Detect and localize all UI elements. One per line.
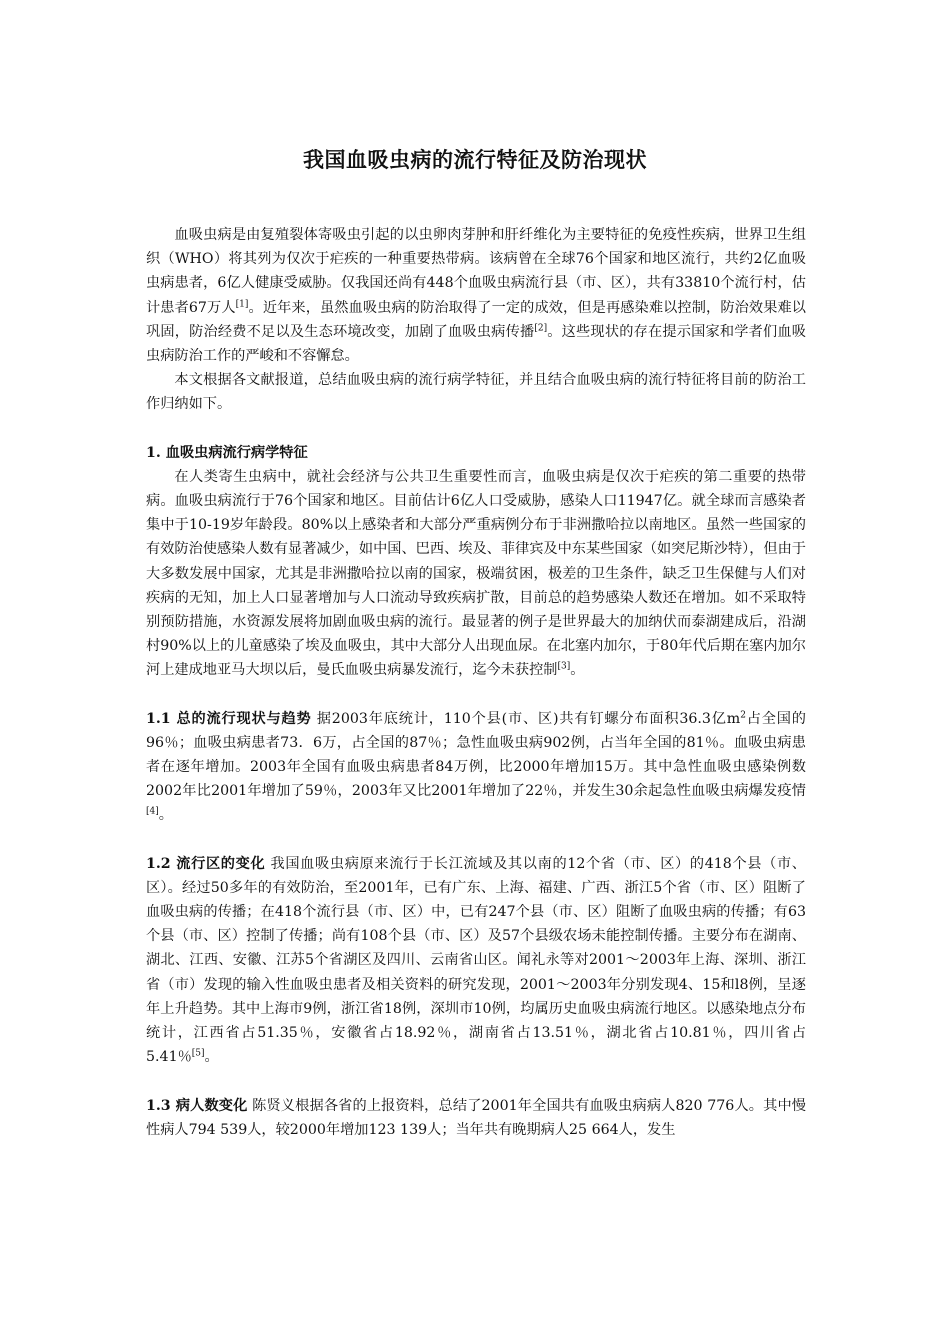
citation-4: [4] — [146, 806, 159, 817]
document-body — [146, 223, 806, 1142]
spacer — [146, 683, 806, 707]
section-1-heading: 1. 血吸虫病流行病学特征 — [146, 444, 308, 461]
intro-text: 。这些现状的存在提示国家和学者们血吸虫病防治工作的严峻和不容懈怠。 — [146, 323, 806, 365]
intro-paragraph-2: 本文根据各文献报道，总结血吸虫病的流行病学特征，并且结合血吸虫病的流行特征将目前的防治工作归纳如下。 — [146, 372, 806, 413]
section-text: 。 — [570, 662, 585, 679]
subsection-text: 陈贤义根据各省的上报资料，总结了2001年全国共有血吸虫病病人820 776人。其中慢性病人794 539人，较2000年增加123 139人；当年共有晚期病人25 664人，发生 — [146, 1097, 806, 1138]
intro-text: 血吸虫病是由复殖裂体寄吸虫引起的以虫卵肉芽肿和肝纤维化为主要特征的免疫性疾病，世界卫生组织（WHO）将其列为仅次于疟疾的一种重要热带病。该病曾在全球76个国家和地区流行，共约2亿血吸虫病患者，6亿人健康受威胁。仅我国还尚有448个血吸虫病流行县（市、区），共有33810个流行村，估计患者67万人 — [146, 227, 806, 316]
citation-5: [5] — [191, 1048, 205, 1059]
section-1-paragraph — [146, 465, 806, 683]
subsection-text: 。 — [158, 807, 173, 824]
intro-text: 。近年来，虽然血吸虫病的防治取得了一定的成效，但是再感染难以控制，防治效果难以巩固，防治经费不足以及生态环境改变，加剧了血吸虫病传播 — [146, 299, 806, 340]
subsection-text: 我国血吸虫病原来流行于长江流域及其以南的12个省（市、区）的418个县（市、区）。经过50多年的有效防治，至2001年，已有广东、上海、福建、广西、浙江5个省（市、区）阻断了血吸虫病的传播；在418个流行县（市、区）中，已有247个县（市、区）阻断了血吸虫病的传播；有63个县（市、区）控制了传播；尚有108个县（市、区）及57个县级农场未能控制传播。主要分布在湖南、湖北、江西、安徽、江苏5个省湖区及四川、云南省山区。闻礼永等对2001～2003年上海、深圳、浙江省（市）发现的输入性血吸虫患者及相关资料的研究发现，2001～2003年分别发现4、15和l8例，呈逐年上升趋势。其中上海市9例，浙江省18例，深圳市10例，均属历史血吸虫病流行地区。以感染地点分布统计，江西省占51.35％，安徽省占18.92％，湖南省占13.51％，湖北省占10.81％，四川省占5.41％ — [146, 855, 806, 1066]
subsection-1-2-paragraph — [146, 852, 806, 1070]
subsection-1-3-label: 1.3 病人数变化 — [146, 1097, 248, 1114]
citation-3: [3] — [557, 661, 571, 672]
citation-2: [2] — [534, 323, 548, 334]
section-text: 在人类寄生虫病中，就社会经济与公共卫生重要性而言，血吸虫病是仅次于疟疾的第二重要的热带病。血吸虫病流行于76个国家和地区。目前估计6亿人口受威胁，感染人口11947亿。就全球而言感染者集中于10-19岁年龄段。80%以上感染者和大部分严重病例分布于非洲撒哈拉以南地区。虽然一些国家的有效防治使感染人数有显著减少，如中国、巴西、埃及、菲律宾及中东某些国家（如突尼斯沙特），但由于大多数发展中国家，尤其是非洲撒哈拉以南的国家，极端贫困，极差的卫生条件，缺乏卫生保健与人们对疾病的无知，加上人口显著增加与人口流动导致疾病扩散，目前总的趋势感染人数还在增加。如不采取特别预防措施，水资源发展将加剧血吸虫病的流行。最显著的例子是世界最大的加纳伏而泰湖建成后，沿湖村90%以上的儿童感染了埃及血吸虫，其中大部分人出现血尿。在北塞内加尔，于80年代后期在塞内加尔河上建成地亚马大坝以后，曼氏血吸虫病暴发流行，迄今未获控制 — [146, 468, 806, 679]
unit-superscript: 2 — [740, 709, 746, 720]
subsection-1-2-label: 1.2 流行区的变化 — [146, 855, 266, 872]
spacer — [146, 417, 806, 441]
subsection-text: 。 — [204, 1049, 219, 1066]
document-title: 我国血吸虫病的流行特征及防治现状 — [303, 147, 647, 172]
spacer — [146, 1070, 806, 1094]
subsection-1-1-paragraph — [146, 707, 806, 828]
citation-1: [1] — [235, 298, 249, 309]
subsection-1-3-paragraph — [146, 1094, 806, 1142]
spacer — [146, 828, 806, 852]
subsection-1-1-label: 1.1 总的流行现状与趋势 — [146, 710, 312, 727]
subsection-text: 据2003年底统计，110个县(市、区)共有钉螺分布面积36.3亿m — [311, 710, 741, 727]
subsection-text: 占全国的96％；血吸虫病患者73．6万，占全国的87％；急性血吸虫病902例，占当年全国的81％。血吸虫病患者在逐年增加。2003年全国有血吸虫病患者84万例，比2000年增加15万。其中急性血吸虫感染例数2002年比2001年增加了59％，2003年又比2001年增加了22％，并发生30余起急性血吸虫病爆发疫情 — [146, 710, 806, 800]
intro-paragraph-1 — [146, 223, 806, 368]
